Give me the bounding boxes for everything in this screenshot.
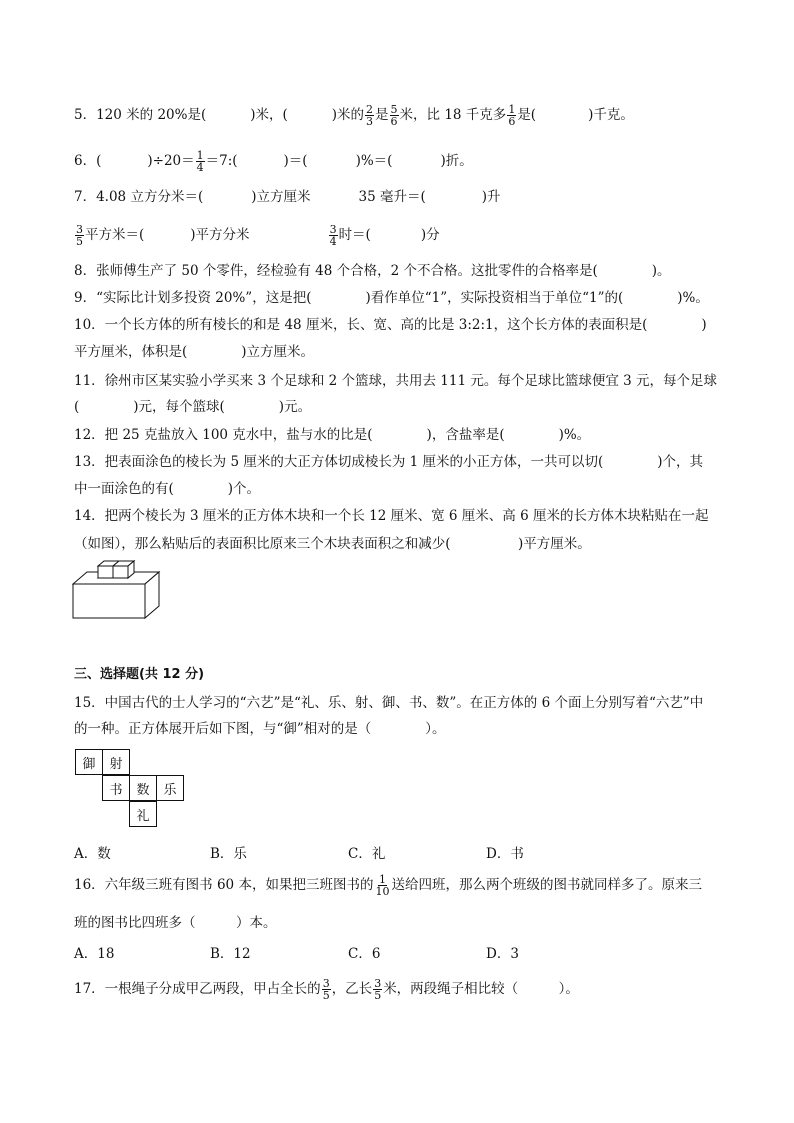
- fraction: $\frac{3}{5}$: [76, 223, 83, 248]
- option-d[interactable]: D．3: [486, 946, 519, 962]
- fraction: $\frac{1}{10}$: [375, 873, 390, 898]
- net-cell: 礼: [129, 801, 157, 827]
- question-13-line-2: 中一面涂色的有( )个。: [74, 481, 261, 497]
- net-cell: 数: [129, 775, 157, 801]
- question-11: 11．徐州市区某实验小学买来 3 个足球和 2 个篮球，共用去 111 元。每个足球比篮球便宜 3 元，每个足球: [74, 373, 718, 389]
- option-b[interactable]: B．乐: [210, 846, 247, 862]
- option-d[interactable]: D．书: [486, 846, 524, 862]
- question-9: 9．“实际比计划多投资 20%”，这是把( )看作单位“1”，实际投资相当于单位“1”的( )%。: [74, 290, 709, 306]
- question-15-line-2: 的一种。正方体展开后如下图，与“御”相对的是（ ）。: [74, 721, 446, 737]
- question-10: 10．一个长方体的所有棱长的和是 48 厘米，长、宽、高的比是 3:2:1，这个长方体的表面积是( ): [74, 317, 707, 333]
- net-cell: 书: [102, 775, 130, 801]
- option-b[interactable]: B．12: [210, 946, 251, 962]
- option-a[interactable]: A．数: [74, 846, 111, 862]
- option-c[interactable]: C．6: [348, 946, 381, 962]
- question-6: 6．( )÷20＝ $\frac{1}{4}$ ＝7:( )＝( )%＝( )折。: [74, 149, 473, 174]
- fraction: $\frac{2}{3}$: [366, 103, 374, 128]
- net-cell: 射: [102, 749, 130, 775]
- section-heading: 三、选择题(共 12 分): [74, 667, 205, 682]
- question-14: 14．把两个棱长为 3 厘米的正方体木块和一个长 12 厘米、宽 6 厘米、高 6 厘米的长方体木块粘贴在一起: [74, 508, 709, 524]
- net-cell: 乐: [156, 775, 184, 801]
- fraction: $\frac{3}{4}$: [329, 223, 337, 248]
- option-a[interactable]: A．18: [74, 946, 115, 962]
- question-11-line-2: ( )元，每个篮球( )元。: [74, 399, 312, 415]
- fraction: $\frac{1}{4}$: [196, 149, 204, 174]
- question-16-line-2: 班的图书比四班多（ ）本。: [74, 915, 277, 931]
- question-5: 5．120 米的 20%是( )米，( )米的 $\frac{2}{3}$ 是 $\frac{5}{6}$ 米，比 18 千克多 $\frac{1}{6}$ 是( )千克。: [74, 103, 634, 128]
- question-14-line-2: （如图），那么粘贴后的表面积比原来三个木块表面积之和减少( )平方厘米。: [74, 536, 591, 552]
- cuboid-figure: [72, 558, 164, 620]
- question-8: 8．张师傅生产了 50 个零件，经检验有 48 个合格，2 个不合格。这批零件的合格率是( )。: [74, 263, 671, 279]
- question-10-line-2: 平方厘米，体积是( )立方厘米。: [74, 344, 315, 360]
- fraction: $\frac{3}{5}$: [322, 977, 330, 1002]
- fraction: $\frac{3}{5}$: [374, 977, 382, 1002]
- fraction: $\frac{1}{6}$: [508, 103, 516, 128]
- question-7-line-2: $\frac{3}{5}$ 平方米＝( )平方分米 $\frac{3}{4}$ 时＝( )分: [76, 223, 440, 248]
- question-7: 7．4.08 立方分米＝( )立方厘米 35 毫升＝( )升: [74, 189, 501, 205]
- fraction: $\frac{5}{6}$: [390, 103, 398, 128]
- question-13: 13．把表面涂色的棱长为 5 厘米的大正方体切成棱长为 1 厘米的小正方体，一共可以切( )个，其: [74, 454, 704, 470]
- question-15: 15．中国古代的士人学习的“六艺”是“礼、乐、射、御、书、数”。在正方体的 6 个面上分别写着“六艺”中: [74, 695, 704, 711]
- question-16: 16．六年级三班有图书 60 本，如果把三班图书的 $\frac{1}{10}$ 送给四班，那么两个班级的图书就同样多了。原来三: [74, 873, 702, 898]
- option-c[interactable]: C．礼: [348, 846, 386, 862]
- net-cell: 御: [75, 749, 103, 775]
- question-12: 12．把 25 克盐放入 100 克水中，盐与水的比是( )，含盐率是( )%。: [74, 427, 591, 443]
- question-17: 17．一根绳子分成甲乙两段，甲占全长的 $\frac{3}{5}$ ，乙长 $\frac{3}{5}$ 米，两段绳子相比较（ ）。: [74, 977, 579, 1002]
